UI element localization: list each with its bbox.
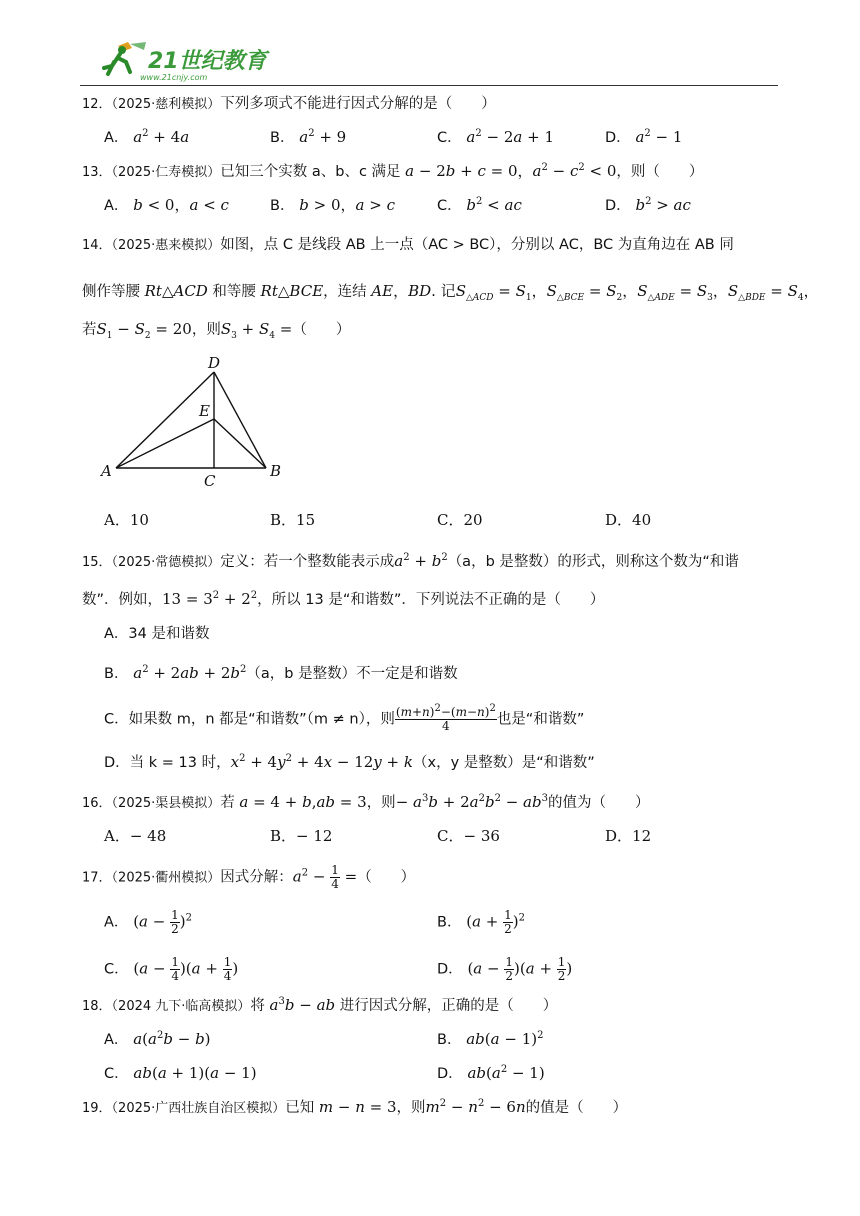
site-logo [100, 40, 270, 82]
q17-option-a[interactable]: A． (a − $\frac{1}{2}$ )$^2$ [104, 908, 192, 936]
question-12-stem [82, 92, 496, 116]
q18-option-d[interactable]: D． $ab(a^2 - 1)$ [437, 1064, 545, 1082]
question-14-line3: 若$S_1 - S_2 = 20$，则$S_3 + S_4$ =（ ） [82, 320, 351, 341]
q13-option-d[interactable]: D． $b^2$ > ac [605, 196, 691, 214]
q15-option-a[interactable]: A．34 是和谐数 [104, 626, 210, 642]
q18-option-a[interactable]: A． $a(a^2b - b)$ [104, 1030, 211, 1048]
q17-option-b[interactable]: B． (a + $\frac{1}{2}$ )$^2$ [437, 908, 526, 936]
q18-option-b[interactable]: B． $ab(a - 1)^2$ [437, 1030, 544, 1048]
question-19-stem: 19．（2025·广西壮族自治区模拟）已知 m − n = 3，则$m^2 - n^2 - 6n$的值是（ ） [82, 1098, 628, 1116]
question-18-stem: 18．（2024 九下·临高模拟）将 $a^3b$ − ab 进行因式分解，正确的是（ ） [82, 996, 558, 1014]
q16-option-c[interactable]: C．− 36 [437, 827, 500, 845]
header-rule [80, 85, 778, 86]
q12-option-a[interactable]: A． $a^2 + 4a$ [104, 128, 190, 146]
q14-option-c[interactable]: C．20 [437, 511, 483, 529]
question-number: 12． [82, 97, 112, 112]
question-16-stem: 16．（2025·渠县模拟）若 a = 4 + b,ab = 3，则− $a^3b + 2a^2b^2 - ab^3$的值为（ ） [82, 793, 650, 811]
q14-option-b[interactable]: B．15 [270, 511, 316, 529]
segment-ae [116, 419, 214, 468]
q15-option-d[interactable]: D．当 k = 13 时，$x^2 + 4y^2 + 4x - 12y + k(x$，y 是整数）是“和谐数” [104, 753, 595, 771]
label-c: C [204, 472, 216, 490]
q12-option-d[interactable]: D． $a^2 - 1$ [605, 128, 683, 146]
question-source: （2025·慈利模拟） [111, 97, 221, 112]
q17-option-d[interactable]: D． (a − $\frac{1}{2}$ )(a + $\frac{1}{2}$ ) [437, 955, 573, 983]
q13-option-c[interactable]: C． $b^2$ < ac [437, 196, 522, 214]
label-d: D [208, 354, 221, 372]
segment-ad [116, 372, 214, 468]
q14-option-d[interactable]: D．40 [605, 511, 652, 529]
q15-option-b[interactable]: B． $a^2 + 2ab + 2b^2(a$，b 是整数）不一定是和谐数 [104, 664, 458, 682]
label-b: B [270, 462, 282, 480]
q14-option-a[interactable]: A．10 [104, 511, 149, 529]
q13-option-a[interactable]: A． b < 0，a < c [104, 196, 229, 214]
q18-option-c[interactable]: C． ab(a + 1)(a − 1) [104, 1064, 257, 1082]
q16-option-a[interactable]: A．− 48 [104, 827, 167, 845]
triangle-figure [96, 352, 296, 492]
label-a: A [101, 462, 112, 480]
q17-option-c[interactable]: C． (a − $\frac{1}{4}$ )(a + $\frac{1}{4}$ ) [104, 955, 239, 983]
label-e: E [199, 402, 210, 420]
q12-option-b[interactable]: B． $a^2 + 9$ [270, 128, 347, 146]
logo-text: 21世纪教育 [148, 49, 267, 74]
question-text: 下列多项式不能进行因式分解的是（ ） [220, 96, 496, 112]
q13-option-b[interactable]: B． b > 0，a > c [270, 196, 395, 214]
q16-option-b[interactable]: B．− 12 [270, 827, 333, 845]
question-15-line1: 15．（2025·常德模拟）定义：若一个整数能表示成$a^2 + b^2(a$，b 是整数）的形式，则称这个数为“和谐 [82, 552, 739, 570]
question-17-stem: 17．（2025·衢州模拟）因式分解：$a^2$ − $\frac{1}{4}$ =（ ） [82, 863, 416, 891]
q16-option-d[interactable]: D．12 [605, 827, 652, 845]
logo-url-text: www.21cnjy.com [140, 73, 208, 82]
q12-option-c[interactable]: C． $a^2 - 2a + 1$ [437, 128, 554, 146]
question-14-line1: 14．（2025·惠来模拟）如图，点 C 是线段 AB 上一点（AC > BC），分别以 AC，BC 为直角边在 AB 同 [82, 237, 734, 253]
question-15-line2: 数”．例如，$13 = 3^2 + 2^2$，所以 13 是“和谐数”．下列说法不正确的是（ ） [82, 590, 605, 608]
q15-option-c[interactable]: C．如果数 m，n 都是“和谐数”（m ≠ n），则 $\frac{(m+n)^2-(m-n)^2}{4}$ 也是“和谐数” [104, 703, 585, 733]
question-14-line2: 侧作等腰 Rt△ACD 和等腰 Rt△BCE，连结 AE，BD. 记$S_{\triangle ACD} = S_1$，$S_{\triangle BCE} = S_2$，$S_{\triangle ADE} = S_3$，$S_{\triangle BDE} = S_4$， [82, 282, 819, 303]
runner-icon [104, 42, 146, 74]
segment-eb [214, 419, 266, 468]
segment-db [214, 372, 266, 468]
question-13-stem: 13．（2025·仁寿模拟）已知三个实数 a、b、c 满足 a − 2b + c = 0，$a^2 - c^2 < 0$，则（ ） [82, 162, 704, 180]
